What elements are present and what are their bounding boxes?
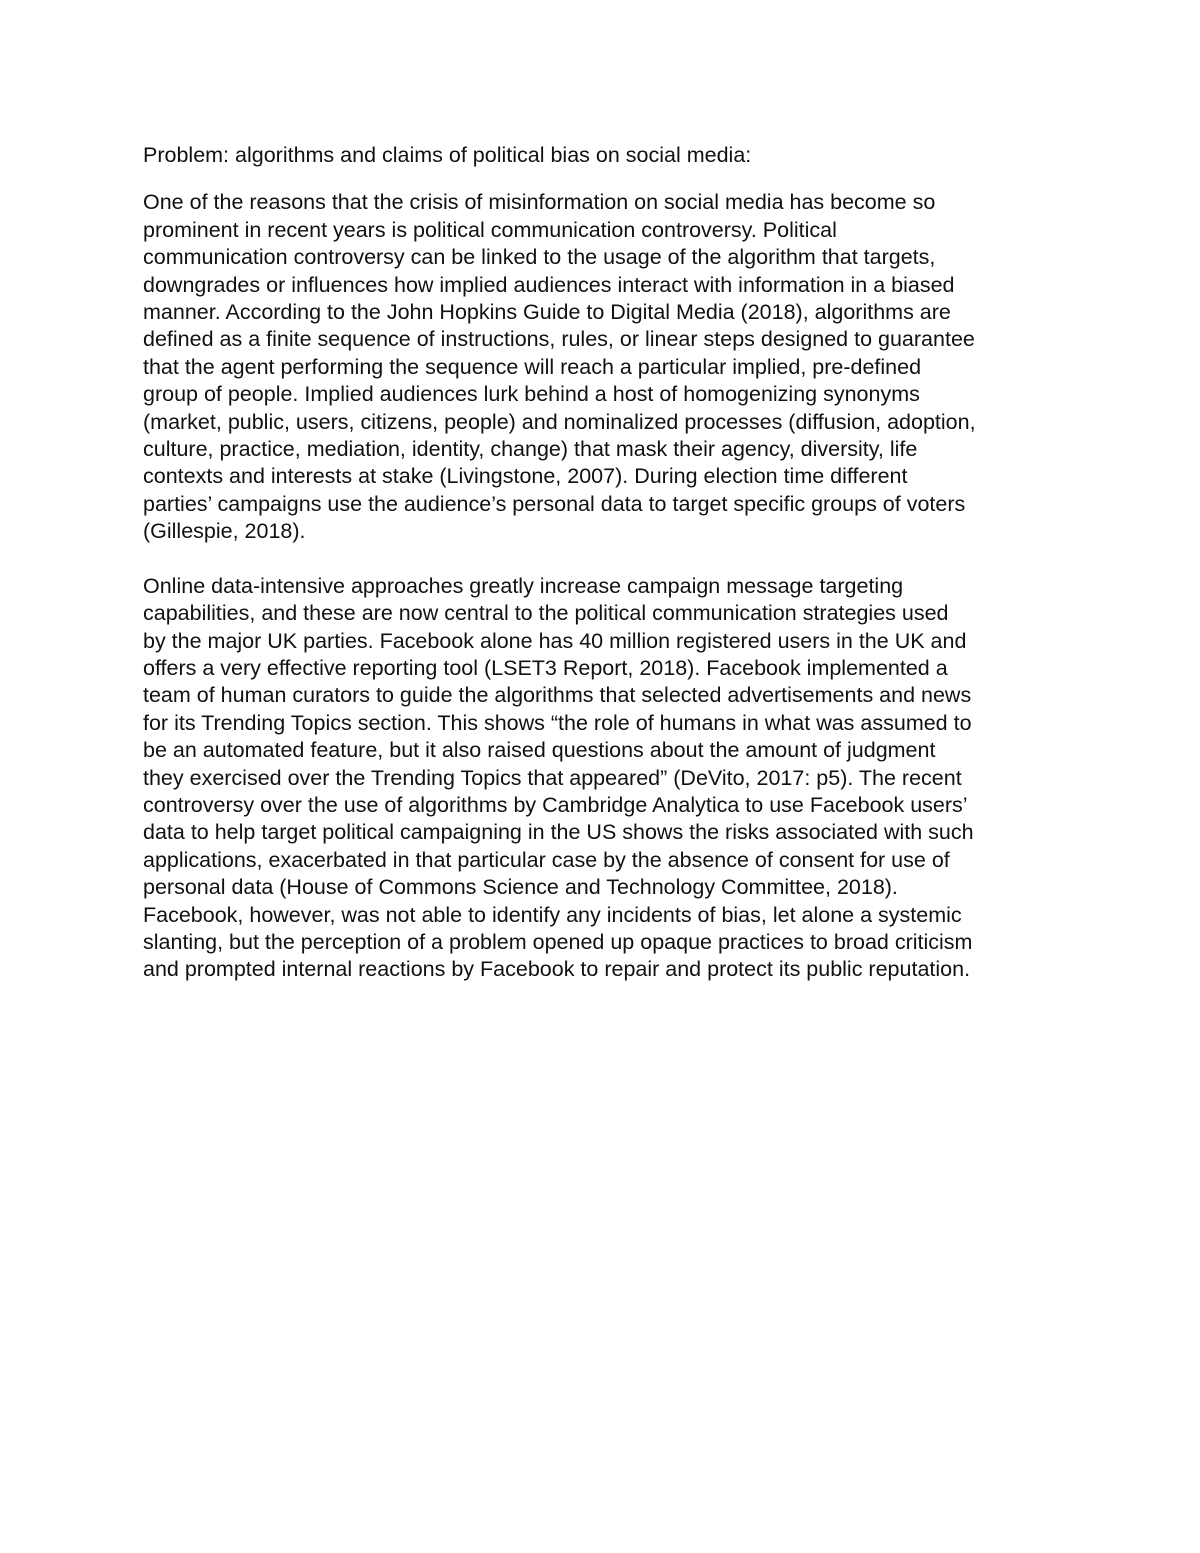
paragraph-line: be an automated feature, but it also raised questions about the amount of judgment: [143, 738, 936, 763]
paragraph-line: parties’ campaigns use the audience’s personal data to target specific groups of voters: [143, 491, 966, 516]
paragraph-line: (market, public, users, citizens, people) and nominalized processes (diffusion, adoption,: [143, 409, 976, 434]
paragraph-line: group of people. Implied audiences lurk behind a host of homogenizing synonyms: [143, 382, 920, 407]
paragraph-line: data to help target political campaigning in the US shows the risks associated with such: [143, 820, 974, 845]
paragraph-line: communication controversy can be linked to the usage of the algorithm that targets,: [143, 245, 936, 270]
paragraph-line: controversy over the use of algorithms by Cambridge Analytica to use Facebook users’: [143, 792, 968, 817]
paragraph-line: One of the reasons that the crisis of misinformation on social media has become so: [143, 190, 936, 215]
paragraph-line: they exercised over the Trending Topics that appeared” (DeVito, 2017: p5). The recent: [143, 765, 962, 790]
paragraph-line: for its Trending Topics section. This shows “the role of humans in what was assumed to: [143, 710, 972, 735]
paragraph-line: by the major UK parties. Facebook alone has 40 million registered users in the UK and: [143, 628, 967, 653]
paragraph-line: Facebook, however, was not able to identify any incidents of bias, let alone a systemic: [143, 902, 962, 927]
paragraph-line: and prompted internal reactions by Facebook to repair and protect its public reputation.: [143, 957, 971, 982]
paragraph-line: capabilities, and these are now central to the political communication strategies used: [143, 601, 949, 626]
paragraph-line: personal data (House of Commons Science and Technology Committee, 2018).: [143, 875, 898, 900]
paragraph-line: manner. According to the John Hopkins Guide to Digital Media (2018), algorithms are: [143, 300, 951, 325]
paragraph-line: contexts and interests at stake (Livingstone, 2007). During election time different: [143, 464, 908, 489]
paragraph-line: Online data-intensive approaches greatly increase campaign message targeting: [143, 573, 904, 598]
paragraph-line: (Gillespie, 2018).: [143, 519, 306, 544]
paragraph-line: prominent in recent years is political communication controversy. Political: [143, 217, 837, 242]
document-heading: Problem: algorithms and claims of political bias on social media:: [143, 143, 752, 167]
paragraph-line: slanting, but the perception of a problem opened up opaque practices to broad criticism: [143, 929, 973, 954]
paragraph-line: downgrades or influences how implied audiences interact with information in a biased: [143, 272, 955, 297]
paragraph-line: offers a very effective reporting tool (LSET3 Report, 2018). Facebook implemented a: [143, 655, 948, 680]
paragraph-line: defined as a finite sequence of instructions, rules, or linear steps designed to guarantee: [143, 327, 975, 352]
paragraph-line: that the agent performing the sequence will reach a particular implied, pre-defined: [143, 354, 922, 379]
document-body: [143, 142, 1063, 1011]
paragraph-line: culture, practice, mediation, identity, change) that mask their agency, diversity, life: [143, 437, 918, 462]
paragraph-line: team of human curators to guide the algorithms that selected advertisements and news: [143, 683, 972, 708]
paragraph-1: [143, 189, 1063, 545]
paragraph-line: applications, exacerbated in that particular case by the absence of consent for use of: [143, 847, 950, 872]
paragraph-2: [143, 573, 1063, 984]
